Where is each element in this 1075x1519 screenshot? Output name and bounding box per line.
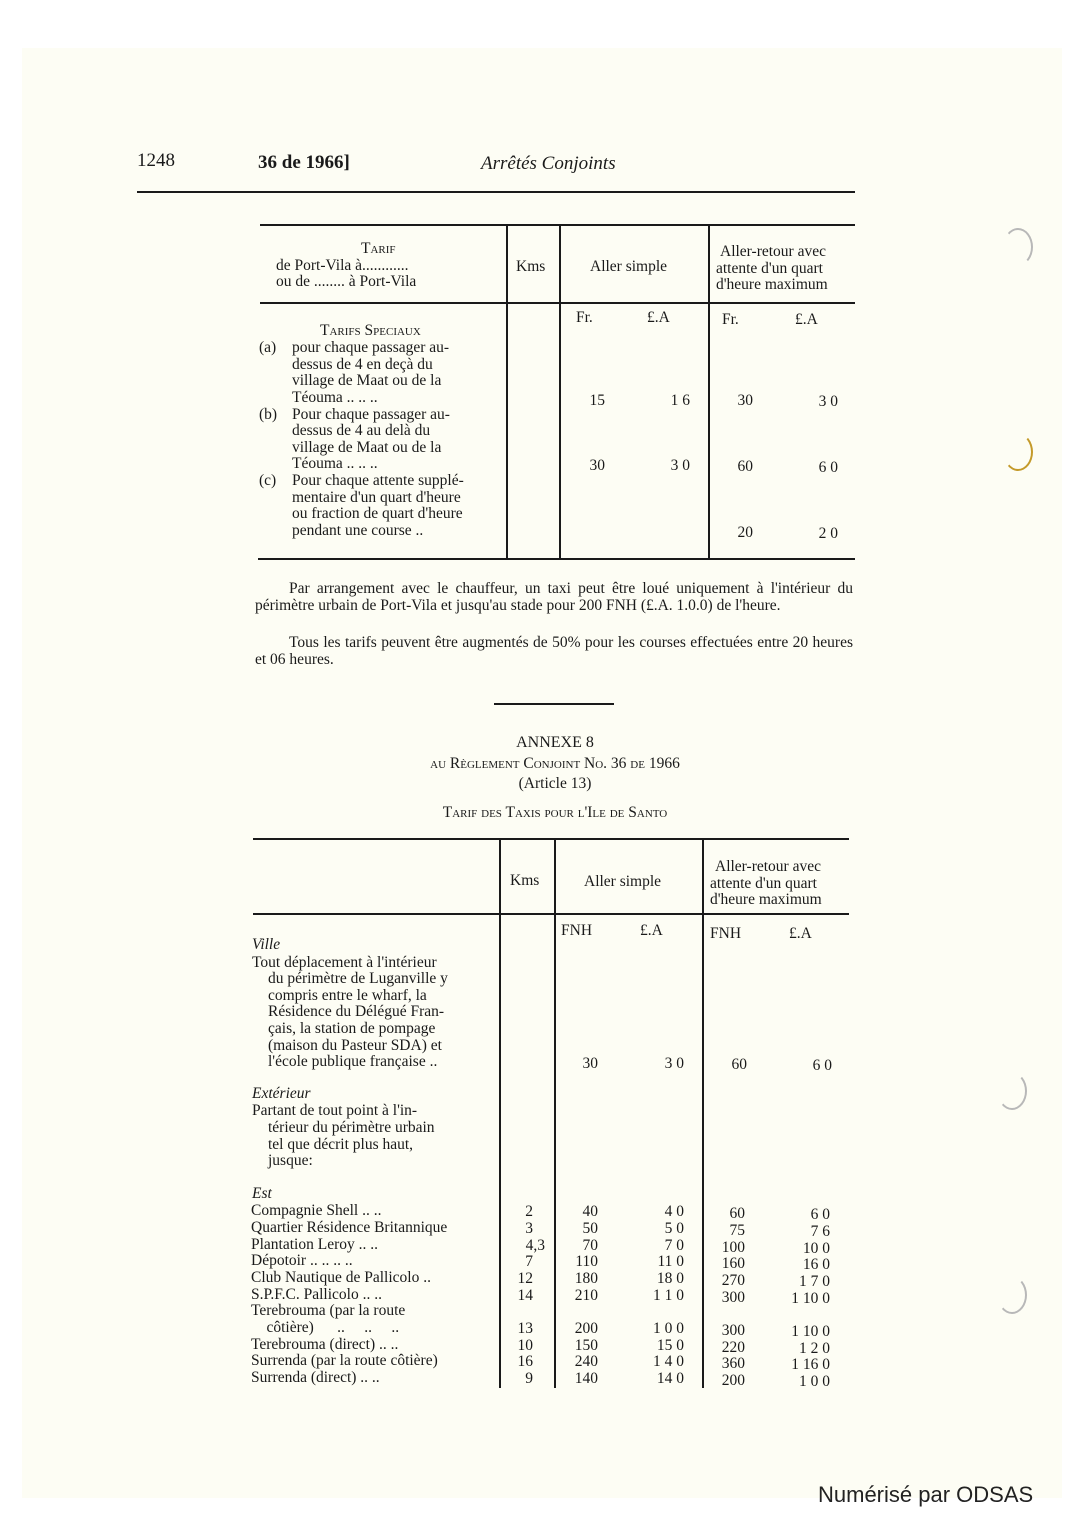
table2-cell-fnh2: 160 xyxy=(721,1255,745,1272)
table1-aller-header: Aller simple xyxy=(590,258,668,275)
annexe-article: (Article 13) xyxy=(518,775,592,792)
table2-section-ville: Ville xyxy=(252,936,281,953)
table2-cell-la: 4 0 xyxy=(664,1203,684,1220)
table1-cell-la: 1 6 xyxy=(670,392,690,409)
table1-col-divider xyxy=(708,226,710,558)
table1-retour-header: d'heure maximum xyxy=(716,276,828,293)
table2-cell-la2: 1 0 0 xyxy=(799,1373,830,1390)
paragraph: Tous les tarifs peuvent être augmentés de 50% pour les courses effectuées entre 20 heures et 06 heures. xyxy=(255,634,853,668)
table1-retour-header: attente d'un quart xyxy=(716,260,823,277)
table2-row-name: Terebrouma (par la route xyxy=(251,1302,406,1319)
table1-cell-fr2: 30 xyxy=(737,392,753,409)
table1-cell-fr2: 20 xyxy=(737,524,753,541)
table1-row-text: dessus de 4 au delà du xyxy=(292,422,431,439)
table1-unit-fr: Fr. xyxy=(722,311,739,328)
paragraph: Par arrangement avec le chauffeur, un taxi peut être loué uniquement à l'intérieur du périmètre urbain de Port-Vila et jusqu'au stade pour 200 FNH (£.A. 1.0.0) de l'heure. xyxy=(255,580,853,614)
table1-row-text: village de Maat ou de la xyxy=(292,372,442,389)
page-title: Arrêtés Conjoints xyxy=(481,153,616,174)
table2-cell-fnh2: 60 xyxy=(731,1056,747,1073)
table2-cell-fnh: 210 xyxy=(574,1287,598,1304)
table2-cell-fnh2: 60 xyxy=(729,1205,745,1222)
table2-section-exterieur: Extérieur xyxy=(252,1085,311,1102)
table2-cell-la: 15 0 xyxy=(656,1337,684,1354)
table2-cell-la: 1 0 0 xyxy=(653,1320,684,1337)
table1-header-rule xyxy=(260,302,855,304)
table2-cell-fnh2: 75 xyxy=(729,1222,745,1239)
section-separator xyxy=(494,703,614,705)
table2-cell-kms: 9 xyxy=(525,1370,533,1387)
table1-section-heading: Tarifs Speciaux xyxy=(320,322,421,339)
table2-aller-header: Aller simple xyxy=(584,873,662,890)
table2-cell-fnh2: 300 xyxy=(721,1289,745,1306)
table2-section-est: Est xyxy=(252,1185,272,1202)
table2-cell-fnh: 110 xyxy=(575,1253,598,1270)
table2-top-rule xyxy=(253,838,849,840)
table2-ville-text: Résidence du Délégué Fran- xyxy=(268,1003,445,1020)
table2-cell-fnh: 180 xyxy=(574,1270,598,1287)
table2-cell-kms: 14 xyxy=(517,1287,533,1304)
table2-cell-la2: 16 0 xyxy=(802,1256,830,1273)
table2-cell-la2: 10 0 xyxy=(802,1240,830,1257)
table1-row-text: Téouma .. .. .. xyxy=(292,389,378,406)
table2-ville-text: (maison du Pasteur SDA) et xyxy=(268,1037,442,1054)
table2-cell-la: 1 1 0 xyxy=(653,1287,684,1304)
table2-cell-fnh: 30 xyxy=(582,1055,598,1072)
table2-cell-fnh: 50 xyxy=(582,1220,598,1237)
table2-row-name: Club Nautique de Pallicolo .. xyxy=(251,1269,431,1286)
table2-unit-la: £.A xyxy=(789,925,812,942)
table1-row-text: mentaire d'un quart d'heure xyxy=(292,489,461,506)
table2-cell-la2: 1 7 0 xyxy=(799,1273,830,1290)
table1-cell-la2: 2 0 xyxy=(818,525,838,542)
table1-col-divider xyxy=(506,226,508,558)
page-number: 1248 xyxy=(137,150,175,171)
table2-cell-fnh: 40 xyxy=(582,1203,598,1220)
table2-cell-fnh2: 220 xyxy=(721,1339,745,1356)
punch-hole-3 xyxy=(997,1072,1027,1110)
table2-cell-fnh: 70 xyxy=(582,1237,598,1254)
table1-cell-la2: 6 0 xyxy=(818,459,838,476)
table1-tarif-header: Tarif xyxy=(361,240,396,257)
table1-row-label: (b) xyxy=(259,406,278,423)
table2-cell-la: 5 0 xyxy=(664,1220,684,1237)
table2-cell-la: 14 0 xyxy=(656,1370,684,1387)
table1-row-text: village de Maat ou de la xyxy=(292,439,442,456)
table1-bottom-rule xyxy=(258,558,855,560)
table2-cell-la: 7 0 xyxy=(664,1237,684,1254)
table2-exterieur-text: jusque: xyxy=(268,1152,313,1169)
table1-top-rule xyxy=(260,224,855,226)
table2-col-divider xyxy=(499,840,501,1388)
header-rule xyxy=(137,191,855,193)
table2-col-divider xyxy=(554,840,556,1388)
annexe-table-title: Tarif des Taxis pour l'Ile de Santo xyxy=(442,804,668,821)
table2-row-name: côtière) .. .. .. xyxy=(251,1319,400,1336)
table2-cell-fnh2: 300 xyxy=(721,1322,745,1339)
table2-row-name: Terebrouma (direct) .. .. xyxy=(251,1336,399,1353)
punch-hole-1 xyxy=(1003,228,1033,266)
punch-hole-2 xyxy=(1003,433,1033,471)
table2-header-rule xyxy=(253,913,849,915)
table2-cell-fnh2: 100 xyxy=(721,1239,745,1256)
table2-retour-header: d'heure maximum xyxy=(710,891,822,908)
table1-retour-header: Aller-retour avec xyxy=(720,243,826,260)
table2-cell-fnh2: 270 xyxy=(721,1272,745,1289)
table2-cell-fnh2: 200 xyxy=(721,1372,745,1389)
table2-cell-kms: 2 xyxy=(525,1203,533,1220)
table2-ville-text: Tout déplacement à l'intérieur xyxy=(252,954,437,971)
table2-cell-la2: 1 10 0 xyxy=(791,1290,830,1307)
table1-row-text: Pour chaque attente supplé- xyxy=(292,472,464,489)
table2-row-name: S.P.F.C. Pallicolo .. .. xyxy=(251,1286,382,1303)
table2-cell-la: 1 4 0 xyxy=(653,1353,684,1370)
table2-cell-la2: 6 0 xyxy=(812,1057,832,1074)
table1-row-text: dessus de 4 en deçà du xyxy=(292,356,433,373)
table2-row-name: Dépotoir .. .. .. .. xyxy=(251,1252,353,1269)
table1-col-divider xyxy=(559,226,561,558)
table2-cell-la2: 1 10 0 xyxy=(791,1323,830,1340)
table1-row-text: Pour chaque passager au- xyxy=(292,406,450,423)
table2-ville-text: compris entre le wharf, la xyxy=(268,987,427,1004)
table1-cell-fr: 30 xyxy=(589,457,605,474)
table1-row-text: ou fraction de quart d'heure xyxy=(292,505,463,522)
table2-cell-kms: 10 xyxy=(517,1337,533,1354)
table1-unit-la: £.A xyxy=(647,309,670,326)
table2-cell-fnh: 150 xyxy=(574,1337,598,1354)
table2-cell-la2: 1 2 0 xyxy=(799,1340,830,1357)
table2-cell-la: 11 0 xyxy=(657,1253,684,1270)
table2-row-name: Quartier Résidence Britannique xyxy=(251,1219,448,1236)
table2-cell-la: 18 0 xyxy=(656,1270,684,1287)
table1-row-label: (c) xyxy=(259,472,277,489)
table2-cell-kms: 7 xyxy=(525,1253,533,1270)
table2-exterieur-text: tel que décrit plus haut, xyxy=(268,1136,414,1153)
table2-retour-header: attente d'un quart xyxy=(710,875,817,892)
table2-row-name: Compagnie Shell .. .. xyxy=(251,1202,382,1219)
table2-cell-la2: 7 6 xyxy=(810,1223,830,1240)
table1-row-text: pour chaque passager au- xyxy=(292,339,450,356)
table2-cell-fnh2: 360 xyxy=(721,1355,745,1372)
table2-ville-text: çais, la station de pompage xyxy=(268,1020,436,1037)
digitization-watermark: Numérisé par ODSAS xyxy=(818,1482,1034,1507)
table2-cell-kms: 12 xyxy=(517,1270,533,1287)
table1-tarif-header: de Port-Vila à............ xyxy=(276,257,409,274)
table2-row-name: Surrenda (direct) .. .. xyxy=(251,1369,380,1386)
table2-col-divider xyxy=(702,840,704,1388)
table2-cell-la2: 1 16 0 xyxy=(791,1356,830,1373)
table1-cell-la: 3 0 xyxy=(670,457,690,474)
table2-cell-kms: 16 xyxy=(517,1353,533,1370)
table2-unit-fnh: FNH xyxy=(710,925,742,942)
table1-tarif-header: ou de ........ à Port-Vila xyxy=(276,273,417,290)
table1-cell-la2: 3 0 xyxy=(818,393,838,410)
table2-unit-la: £.A xyxy=(640,922,663,939)
table2-row-name: Plantation Leroy .. .. xyxy=(251,1236,378,1253)
table2-unit-fnh: FNH xyxy=(561,922,593,939)
table2-ville-text: du périmètre de Luganville y xyxy=(268,970,448,987)
annexe-title: ANNEXE 8 xyxy=(516,734,594,751)
table2-cell-kms: 4,3 xyxy=(525,1237,545,1254)
table2-cell-fnh: 200 xyxy=(574,1320,598,1337)
table2-exterieur-text: térieur du périmètre urbain xyxy=(268,1119,435,1136)
table1-kms-header: Kms xyxy=(516,258,546,275)
table1-unit-la: £.A xyxy=(795,311,818,328)
table2-row-name: Surrenda (par la route côtière) xyxy=(251,1352,438,1369)
table1-row-text: Téouma .. .. .. xyxy=(292,455,378,472)
table2-cell-fnh: 140 xyxy=(574,1370,598,1387)
table2-kms-header: Kms xyxy=(510,872,540,889)
table1-row-label: (a) xyxy=(259,339,277,356)
table2-cell-kms: 13 xyxy=(517,1320,533,1337)
table2-retour-header: Aller-retour avec xyxy=(715,858,821,875)
table1-cell-fr: 15 xyxy=(589,392,605,409)
table2-ville-text: l'école publique française .. xyxy=(268,1053,438,1070)
table2-exterieur-text: Partant de tout point à l'in- xyxy=(252,1102,418,1119)
table2-cell-fnh: 240 xyxy=(574,1353,598,1370)
table1-unit-fr: Fr. xyxy=(576,309,593,326)
punch-hole-4 xyxy=(997,1276,1027,1314)
table2-cell-la: 3 0 xyxy=(664,1055,684,1072)
table1-row-text: pendant une course .. xyxy=(292,522,424,539)
table1-cell-fr2: 60 xyxy=(737,458,753,475)
law-reference: 36 de 1966] xyxy=(258,152,350,173)
annexe-subtitle: au Règlement Conjoint No. 36 de 1966 xyxy=(430,755,680,772)
table2-cell-la2: 6 0 xyxy=(810,1206,830,1223)
table2-cell-kms: 3 xyxy=(525,1220,533,1237)
